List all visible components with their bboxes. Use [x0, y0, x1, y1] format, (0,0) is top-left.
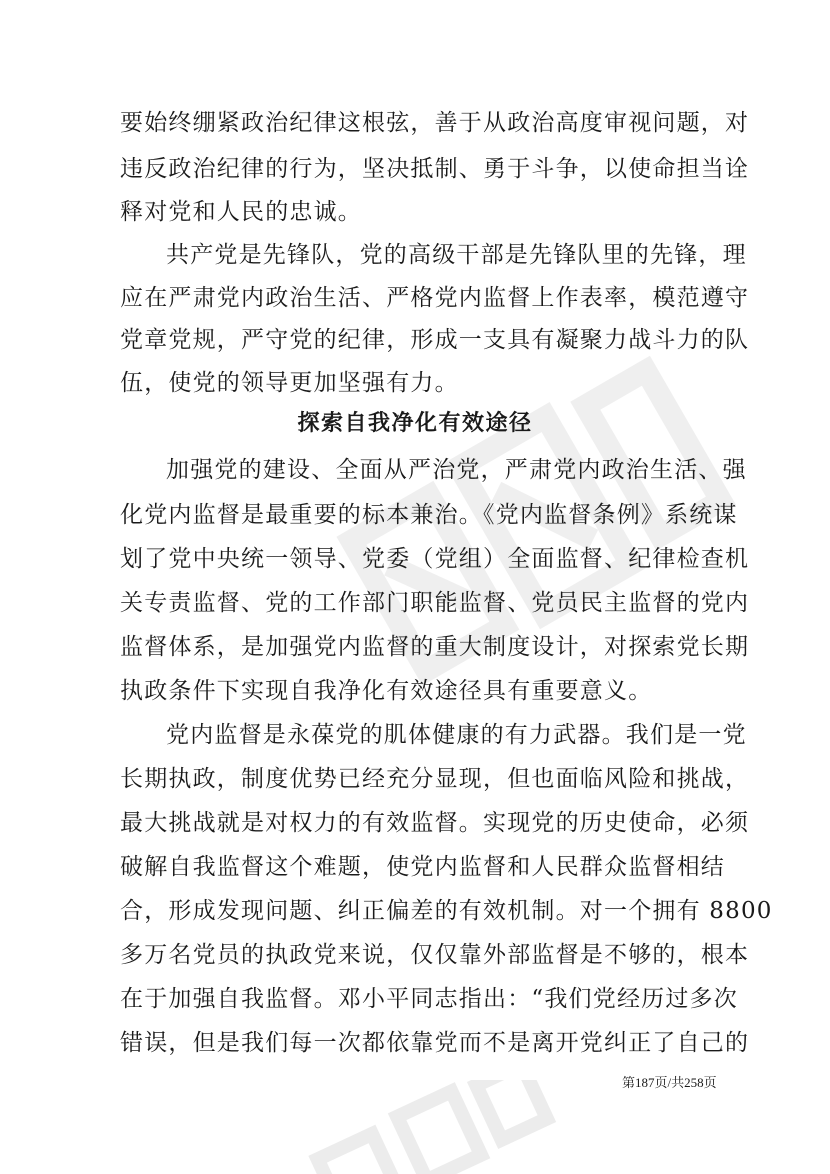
paragraph-3-line-4: 关专责监督、党的工作部门职能监督、党员民主监督的党内 — [120, 590, 750, 616]
paragraph-1-line-2: 违反政治纪律的行为，坚决抵制、勇于斗争，以使命担当诠 — [120, 156, 750, 182]
paragraph-4-line-3: 最大挑战就是对权力的有效监督。实现党的历史使命，必须 — [120, 810, 750, 836]
paragraph-4-line-5: 合，形成发现问题、纠正偏差的有效机制。对一个拥有 8800 — [120, 898, 773, 924]
paragraph-4-line-1: 党内监督是永葆党的肌体健康的有力武器。我们是一党 — [166, 722, 747, 748]
paragraph-4-line-7: 在于加强自我监督。邓小平同志指出：“我们党经历过多次 — [120, 986, 738, 1012]
paragraph-3-line-6: 执政条件下实现自我净化有效途径具有重要意义。 — [120, 678, 653, 704]
paragraph-4-line-2: 长期执政，制度优势已经充分显现，但也面临风险和挑战， — [120, 766, 750, 792]
paragraph-3-line-5: 监督体系，是加强党内监督的重大制度设计，对探索党长期 — [120, 634, 750, 660]
paragraph-1-line-3: 释对党和人民的忠诚。 — [120, 199, 362, 225]
paragraph-2-line-1: 共产党是先锋队，党的高级干部是先锋队里的先锋，理 — [166, 242, 747, 268]
paragraph-4-line-8: 错误，但是我们每一次都依靠党而不是离开党纠正了自己的 — [120, 1030, 750, 1056]
section-heading: 探索自我净化有效途径 — [297, 410, 533, 436]
paragraph-3-line-1: 加强党的建设、全面从严治党，严肃党内政治生活、强 — [166, 457, 747, 483]
paragraph-4-line-4: 破解自我监督这个难题，使党内监督和人民群众监督相结 — [120, 854, 725, 880]
paragraph-2-line-2: 应在严肃党内政治生活、严格党内监督上作表率，模范遵守 — [120, 285, 750, 311]
paragraph-4-line-6: 多万名党员的执政党来说，仅仅靠外部监督是不够的，根本 — [120, 942, 750, 968]
paragraph-3-line-2: 化党内监督是最重要的标本兼治。《党内监督条例》系统谋 — [120, 502, 738, 528]
paragraph-2-line-4: 伍，使党的领导更加坚强有力。 — [120, 370, 459, 396]
paragraph-1-line-1: 要始终绷紧政治纪律这根弦，善于从政治高度审视问题，对 — [120, 110, 750, 136]
paragraph-3-line-3: 划了党中央统一领导、党委（党组）全面监督、纪律检查机 — [120, 546, 750, 572]
watermark-graphic-bottom — [300, 1080, 560, 1174]
page-number: 第187页/共258页 — [622, 1075, 717, 1090]
paragraph-2-line-3: 党章党规，严守党的纪律，形成一支具有凝聚力战斗力的队 — [120, 327, 750, 353]
